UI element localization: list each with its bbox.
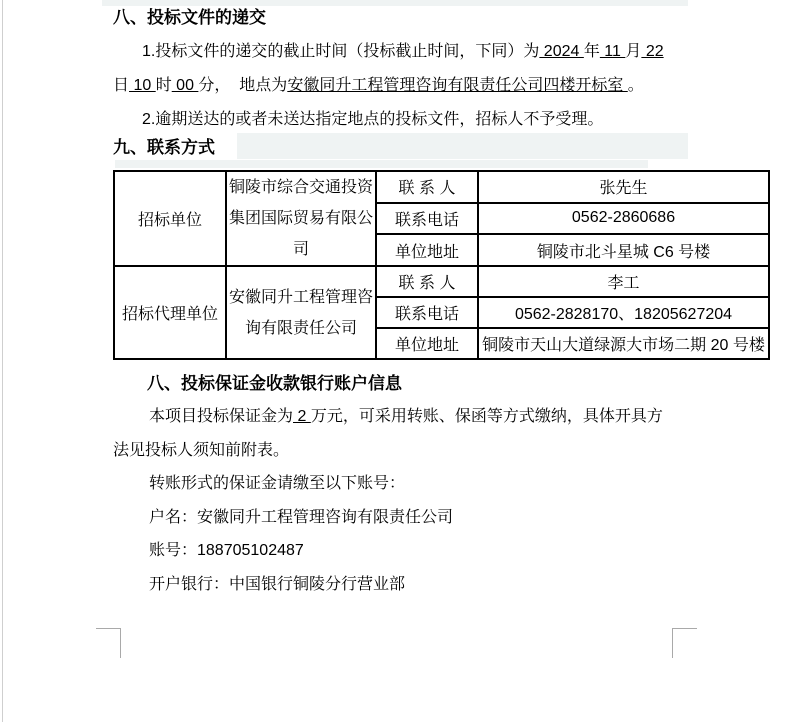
submission-para1-line2: 日 10 时 00 分， 地点为安徽同升工程管理咨询有限责任公司四楼开标室 。 [113,77,644,94]
margin-mark-bottom-left [96,628,121,658]
table-row [114,266,769,297]
highlight-band-top [102,0,688,6]
contact-label: 联 系 人 [376,171,478,203]
submission-para1-line1: 1.投标文件的递交的截止时间（投标截止时间，下同）为 2024 年 11 月 22 [142,43,664,60]
section-heading-submission: 八、投标文件的递交 [113,8,266,27]
agency-role-cell: 招标代理单位 [114,266,226,359]
contact-label: 单位地址 [376,234,478,266]
page-edge-line [2,0,3,722]
deposit-para1-line1: 本项目投标保证金为 2 万元，可采用转账、保函等方式缴纳，具体开具方 [149,408,663,425]
deposit-bank: 开户银行：中国银行铜陵分行营业部 [149,576,406,593]
contact-value: 张先生 [478,171,769,203]
deposit-account-name: 户名：安徽同升工程管理咨询有限责任公司 [149,509,454,526]
contact-label: 联系电话 [376,203,478,235]
bidder-role-cell: 招标单位 [114,171,226,266]
contact-label: 单位地址 [376,328,478,359]
table-row [114,171,769,203]
deposit-transfer-note: 转账形式的保证金请缴至以下账号： [149,475,406,492]
highlight-band-under-heading [115,160,648,168]
section-heading-contact: 九、联系方式 [113,138,215,157]
contact-value: 0562-2828170、18205627204 [478,297,769,328]
deposit-para1-line2: 法见投标人须知前附表。 [113,442,290,459]
highlight-band-heading [237,133,688,159]
agency-org-cell: 安徽同升工程管理咨询有限责任公司 [226,266,376,359]
margin-mark-bottom-right [672,628,697,658]
contact-label: 联系电话 [376,297,478,328]
contact-value: 铜陵市北斗星城 C6 号楼 [478,234,769,266]
contact-table [113,170,770,360]
deposit-account-number: 账号：188705102487 [149,542,304,559]
contact-label: 联 系 人 [376,266,478,297]
bidder-org-cell: 铜陵市综合交通投资集团国际贸易有限公司 [226,171,376,266]
contact-value: 0562-2860686 [478,203,769,235]
submission-para2: 2.逾期送达的或者未送达指定地点的投标文件，招标人不予受理。 [142,111,604,128]
contact-value: 李工 [478,266,769,297]
section-heading-deposit: 八、投标保证金收款银行账户信息 [147,374,402,393]
contact-value: 铜陵市天山大道绿源大市场二期 20 号楼 [478,328,769,359]
